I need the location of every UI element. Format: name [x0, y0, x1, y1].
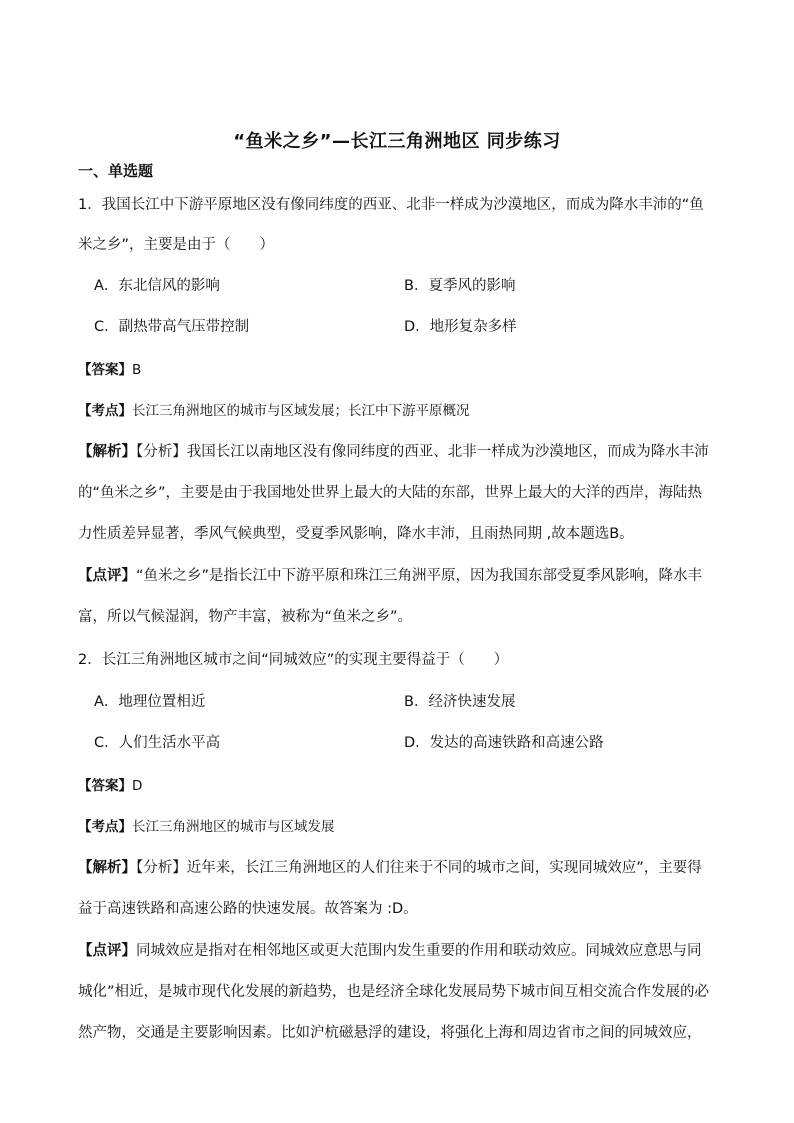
answer-tag: 【答案】 — [78, 362, 132, 378]
section-heading: 一、单选题 — [78, 162, 154, 180]
q1-option-b: B．夏季风的影响 — [404, 278, 516, 294]
kaodian-tag: 【考点】 — [78, 819, 132, 835]
q2-stem-line1: 2．长江三角洲地区城市之间“同城效应”的实现主要得益于（ ） — [78, 652, 509, 668]
q1-jiexi-line2: 的“鱼米之乡”，主要是由于我国地处世界上最大的大陆的东部，世界上最大的大洋的西岸，海陆热 — [78, 485, 703, 501]
q1-kaodian — [78, 399, 470, 419]
dianping-tag: 【点评】 — [78, 568, 136, 584]
q2-option-b: B．经济快速发展 — [404, 694, 516, 710]
q2-dianping-line1 — [78, 939, 702, 960]
kaodian-text: 长江三角洲地区的城市与区域发展 — [132, 819, 335, 835]
q1-stem-line1: 1．我国长江中下游平原地区没有像同纬度的西亚、北非一样成为沙漠地区，而成为降水丰沛的“鱼 — [78, 197, 704, 213]
q2-dianping-line3: 然产物，交通是主要影响因素。比如沪杭磁悬浮的建设，将强化上海和周边省市之间的同城效应， — [78, 1025, 702, 1041]
answer-value: D — [132, 778, 143, 794]
jiexi-text: 【分析】我国长江以南地区没有像同纬度的西亚、北非一样成为沙漠地区，而成为降水丰沛 — [136, 444, 709, 460]
q1-dianping-line2: 富，所以气候湿润，物产丰富，被称为“鱼米之乡”。 — [78, 609, 413, 625]
document-title: “鱼米之乡”—长江三角洲地区 同步练习 — [233, 131, 561, 152]
q1-dianping-line1 — [78, 564, 702, 585]
dianping-text: 同城效应是指对在相邻地区或更大范围内发生重要的作用和联动效应。同城效应意思与同 — [136, 943, 702, 959]
dianping-text: “鱼米之乡”是指长江中下游平原和珠江三角洲平原，因为我国东部受夏季风影响，降水丰 — [136, 568, 703, 584]
q1-jiexi-line1 — [78, 440, 709, 461]
q1-jiexi-line3: 力性质差异显著，季风气候典型，受夏季风影响，降水丰沛，且雨热同期 ,故本题选B。 — [78, 526, 634, 542]
kaodian-text: 长江三角洲地区的城市与区域发展；长江中下游平原概况 — [132, 403, 470, 419]
q1-stem-line2: 米之乡”，主要是由于（ ） — [78, 237, 275, 253]
jiexi-tag: 【解析】 — [78, 860, 136, 876]
q2-option-d: D．发达的高速铁路和高速公路 — [404, 735, 604, 751]
jiexi-text: 【分析】近年来，长江三角洲地区的人们往来于不同的城市之间，实现同城效应”，主要得 — [136, 860, 702, 876]
q2-jiexi-line1 — [78, 856, 702, 877]
q1-option-a: A．东北信风的影响 — [94, 278, 220, 294]
q1-answer — [78, 358, 141, 378]
answer-value: B — [132, 362, 142, 378]
dianping-tag: 【点评】 — [78, 943, 136, 959]
q1-option-c: C．副热带高气压带控制 — [94, 319, 250, 335]
jiexi-tag: 【解析】 — [78, 444, 136, 460]
q2-jiexi-line2: 益于高速铁路和高速公路的快速发展。故答案为 :D。 — [78, 901, 418, 917]
q2-dianping-line2: 城化”相近，是城市现代化发展的新趋势，也是经济全球化发展局势下城市间互相交流合作发展的必 — [78, 984, 710, 1000]
q1-option-d: D．地形复杂多样 — [404, 319, 517, 335]
kaodian-tag: 【考点】 — [78, 403, 132, 419]
q2-answer — [78, 774, 142, 794]
q2-kaodian — [78, 815, 335, 835]
answer-tag: 【答案】 — [78, 778, 132, 794]
q2-option-c: C．人们生活水平高 — [94, 735, 221, 751]
q2-option-a: A．地理位置相近 — [94, 694, 206, 710]
